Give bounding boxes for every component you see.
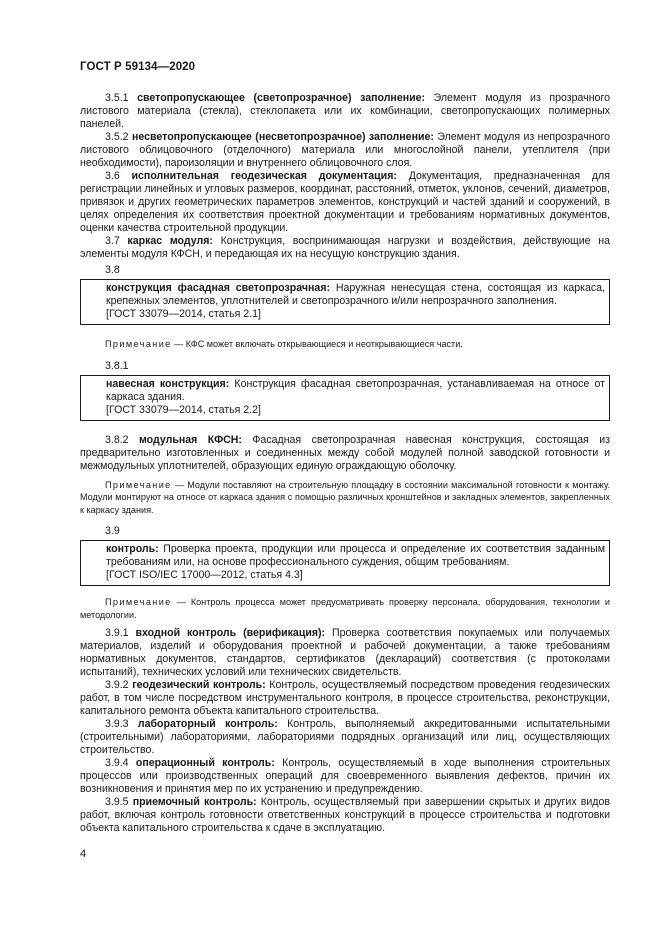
entry-definition: Проверка соответствия покупаемых или получаемых материалов, изделий и оборудования проектной и рабочей документации, а также требованиям нормативных документов, стандартов, сертификатов (деклараций) соответствия (с протоколами испытаний), технических условий или технических свидетельств. (80, 627, 610, 678)
entry-term: модульная КФСН: (138, 433, 242, 446)
note-3-8-2 (80, 479, 610, 517)
term-entry-3-8-2 (80, 434, 610, 473)
entry-number: 3.7 (105, 235, 120, 247)
entry-term: входной контроль (верификация): (135, 627, 326, 639)
entry-definition: Наружная ненесущая стена, состоящая из каркаса, крепежных элементов, уплотнителей и светопрозрачного и/или непрозрачного заполнения. (106, 282, 605, 307)
entry-number: 3.9.2 (105, 679, 129, 691)
term-entry-3-7 (80, 235, 610, 261)
term-entry-3-9-4 (80, 757, 610, 796)
entry-number: 3.9.4 (105, 757, 129, 769)
entry-number: 3.8.2 (105, 433, 129, 446)
term-entry-3-9-2 (80, 679, 610, 718)
entry-term: навесная конструкция: (106, 377, 230, 390)
entry-number-3-9: 3.9 (105, 525, 120, 537)
entry-number: 3.6 (105, 170, 120, 182)
page-number: 4 (80, 848, 87, 860)
note-3-8 (80, 338, 610, 351)
entry-definition: Документация, предназначенная для регистрации линейных и угловых размеров, координат, расстояний, отметок, уклонов, сечений, диаметров, привязок и других геометрических параметров элементов, конструкций и частей зданий и сооружений, в целях определения их соответствия проектной документации и требованиям нормативных документов, оценки качества строительной продукции. (80, 170, 610, 234)
term-entry-3-9-5 (80, 796, 610, 835)
term-entry-3-8-1 (106, 378, 605, 404)
document-standard-id: ГОСТ Р 59134—2020 (80, 61, 196, 73)
entry-term: лабораторный контроль: (137, 718, 278, 730)
entry-term: операционный контроль: (135, 757, 275, 769)
source-reference: [ГОСТ ISO/IEC 17000—2012, статья 4.3] (106, 569, 303, 581)
note-label: Примечание (105, 597, 172, 607)
note-label: Примечание (105, 479, 172, 490)
entry-number-3-8-1: 3.8.1 (105, 359, 129, 372)
source-reference: [ГОСТ 33079—2014, статья 2.1] (106, 308, 261, 320)
term-box-3-8-1 (80, 375, 610, 421)
document-body (80, 92, 610, 835)
note-text: — КФС может включать открывающиеся и неоткрывающиеся части. (174, 339, 463, 349)
entry-number: 3.9.1 (105, 627, 129, 639)
entry-definition: Контроль, выполняемый аккредитованными испытательными (строительными) лабораториями, лабораториями подрядных организаций или лиц, осуществляющих строительство. (80, 718, 610, 756)
entry-number: 3.5.1 (105, 92, 129, 104)
note-label: Примечание (105, 339, 172, 349)
entry-definition: Контроль, осуществляемый при завершении скрытых и других видов работ, включая контроль готовности ответственных конструкций в процессе строительства и подготовки объекта капитального строительства к сдаче в эксплуатацию. (80, 796, 610, 834)
entry-term: приемочный контроль: (132, 796, 257, 808)
term-entry-3-9 (106, 543, 605, 569)
entry-term: контроль: (106, 543, 159, 555)
entry-number-3-8: 3.8 (105, 264, 120, 276)
entry-definition: Контроль, осуществляемый посредством проведения геодезических работ, в том числе посредством инструментального контроля, в процессе строительства, реконструкции, капитального ремонта объекта капитального строительства. (80, 679, 611, 717)
entry-term: каркас модуля: (127, 235, 213, 247)
term-entry-3-5-1 (80, 92, 610, 131)
entry-term: исполнительная геодезическая документация: (131, 170, 397, 182)
note-text: — Модули поставляют на строительную площадку в состоянии максимальной готовности к монтажу. Модули монтируют на относе от каркаса здания с помощью различных кронштейнов и закладных элементов, закрепленных к каркасу здания. (80, 479, 611, 515)
source-reference: [ГОСТ 33079—2014, статья 2.2] (106, 403, 261, 416)
term-entry-3-8 (106, 282, 605, 308)
term-entry-3-9-1 (80, 627, 610, 679)
entry-term: светопропускающее (светопрозрачное) заполнение: (137, 92, 426, 104)
entry-term: геодезический контроль: (132, 679, 266, 691)
entry-definition: Конструкция фасадная светопрозрачная, устанавливаемая на относе от каркаса здания. (106, 377, 605, 403)
term-entry-3-5-2 (80, 131, 610, 170)
term-entry-3-6 (80, 170, 610, 235)
entry-term: несветопропускающее (несветопрозрачное) заполнение: (131, 131, 434, 143)
entry-definition: Элемент модуля из непрозрачного листового облицовочного (отделочного) материала или многослойной панели, утеплителя (при необходимости), пароизоляции и внутреннего облицовочного слоя. (80, 131, 611, 169)
term-entry-3-9-3 (80, 718, 610, 757)
term-box-3-8 (80, 279, 610, 325)
entry-definition: Элемент модуля из прозрачного листового материала (стекла), стеклопакета или их комбинации, светопропускающих полимерных панелей. (80, 92, 610, 130)
entry-definition: Контроль, осуществляемый в ходе выполнения строительных процессов или производственных операций для своевременного выявления дефектов, причин их возникновения и принятия мер по их устранению и предупреждению. (80, 757, 610, 795)
entry-number: 3.9.3 (105, 718, 129, 730)
note-3-9 (80, 596, 610, 621)
note-text: — Контроль процесса может предусматривать проверку персонала, оборудования, технологии и методологии. (80, 597, 611, 620)
entry-number: 3.5.2 (105, 131, 129, 143)
entry-definition: Проверка проекта, продукции или процесса и определение их соответствия заданным требованиям или, на основе профессионального суждения, общим требованиям. (106, 543, 605, 568)
entry-definition: Фасадная светопрозрачная навесная конструкция, состоящая из предварительно изготовленных и соединенных между собой модулей полной заводской готовности и межмодульных уплотнителей, образующих единую ограждающую оболочку. (80, 433, 611, 472)
entry-number: 3.9.5 (105, 796, 129, 808)
term-box-3-9 (80, 540, 610, 586)
entry-term: конструкция фасадная светопрозрачная: (106, 282, 331, 294)
entry-definition: Конструкция, воспринимающая нагрузки и воздействия, действующие на элементы модуля КФСН, и передающая их на несущую конструкцию здания. (80, 235, 610, 260)
